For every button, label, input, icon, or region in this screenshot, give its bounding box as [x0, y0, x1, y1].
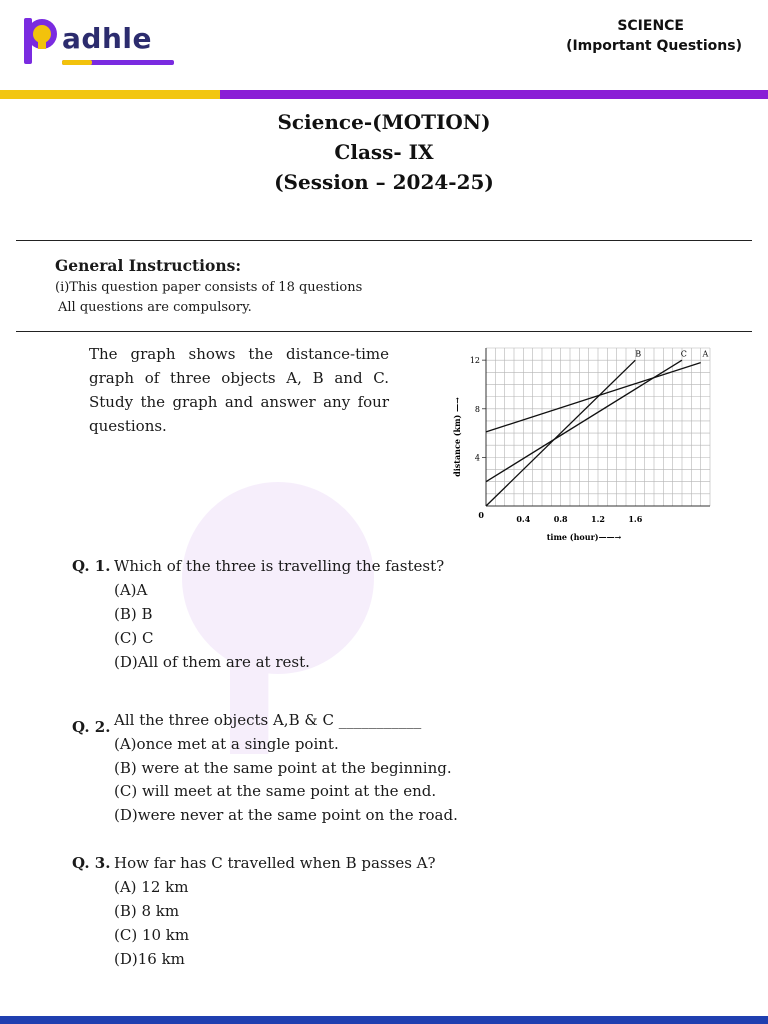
series-label-c: C: [680, 349, 687, 359]
session-title: (Session – 2024-25): [274, 170, 494, 194]
x-tick-label: 1.2: [591, 514, 605, 524]
header-band-yellow: [0, 90, 220, 99]
option-c: (C) will meet at the same point at the end.: [114, 782, 437, 800]
y-axis-title: distance (km) —→: [452, 397, 462, 477]
logo-underline-accent: [62, 60, 92, 65]
option-d: (D)All of them are at rest.: [114, 653, 310, 671]
option-c: (C) 10 km: [114, 926, 190, 944]
padhle-logo: [22, 12, 172, 72]
footer-bar: [0, 1016, 768, 1024]
series-line-a: [486, 363, 701, 432]
y-tick-label: 8: [474, 404, 480, 414]
subject-label: SCIENCE: [617, 18, 684, 34]
x-tick-label: 0.8: [553, 514, 568, 524]
graph-intro-text: The graph shows the distance-time graph of three objects A, B and C. Study the graph and answer any four questions.: [89, 345, 389, 435]
divider-bottom: [16, 331, 752, 332]
question-number: Q. 3.: [72, 854, 111, 872]
y-tick-label: 4: [474, 453, 480, 463]
x-axis-title: time (hour)——→: [546, 532, 622, 542]
question-number: Q. 1.: [72, 557, 111, 575]
x-tick-label: 1.6: [628, 514, 643, 524]
subject-subtitle: (Important Questions): [566, 38, 742, 54]
option-c: (C) C: [114, 629, 154, 647]
option-a: (A)once met at a single point.: [114, 735, 339, 753]
origin-label: 0: [478, 510, 484, 520]
instructions-heading: General Instructions:: [55, 256, 242, 275]
graph-labels: [452, 350, 708, 542]
question-text: All the three objects A,B & C ___________: [114, 711, 422, 729]
option-b: (B) B: [114, 605, 153, 623]
class-title: Class- IX: [334, 140, 434, 164]
option-d: (D)were never at the same point on the road.: [114, 806, 458, 824]
question-text: How far has C travelled when B passes A?: [114, 854, 436, 872]
bulb-logo-icon: [22, 16, 58, 66]
option-a: (A) 12 km: [114, 878, 189, 896]
question-number: Q. 2.: [72, 718, 111, 736]
y-tick-label: 12: [469, 356, 480, 366]
question-text: Which of the three is travelling the fastest?: [114, 557, 445, 575]
header-band-purple: [220, 90, 768, 99]
instruction-item: (i)This question paper consists of 18 questions: [55, 280, 363, 295]
series-label-a: A: [702, 349, 709, 359]
series-label-b: B: [635, 349, 642, 359]
instruction-item: All questions are compulsory.: [58, 300, 252, 315]
option-b: (B) 8 km: [114, 902, 180, 920]
x-tick-label: 0.4: [516, 514, 531, 524]
distance-time-graph: [448, 344, 718, 544]
option-b: (B) were at the same point at the beginning.: [114, 759, 452, 777]
divider-top: [16, 240, 752, 241]
page-title: Science-(MOTION): [277, 110, 491, 134]
graph-grid: [486, 348, 710, 506]
logo-text: adhle: [62, 22, 152, 55]
option-a: (A)A: [114, 581, 148, 599]
subject-header: [566, 16, 742, 56]
option-d: (D)16 km: [114, 950, 185, 968]
graph-svg: [448, 344, 718, 544]
